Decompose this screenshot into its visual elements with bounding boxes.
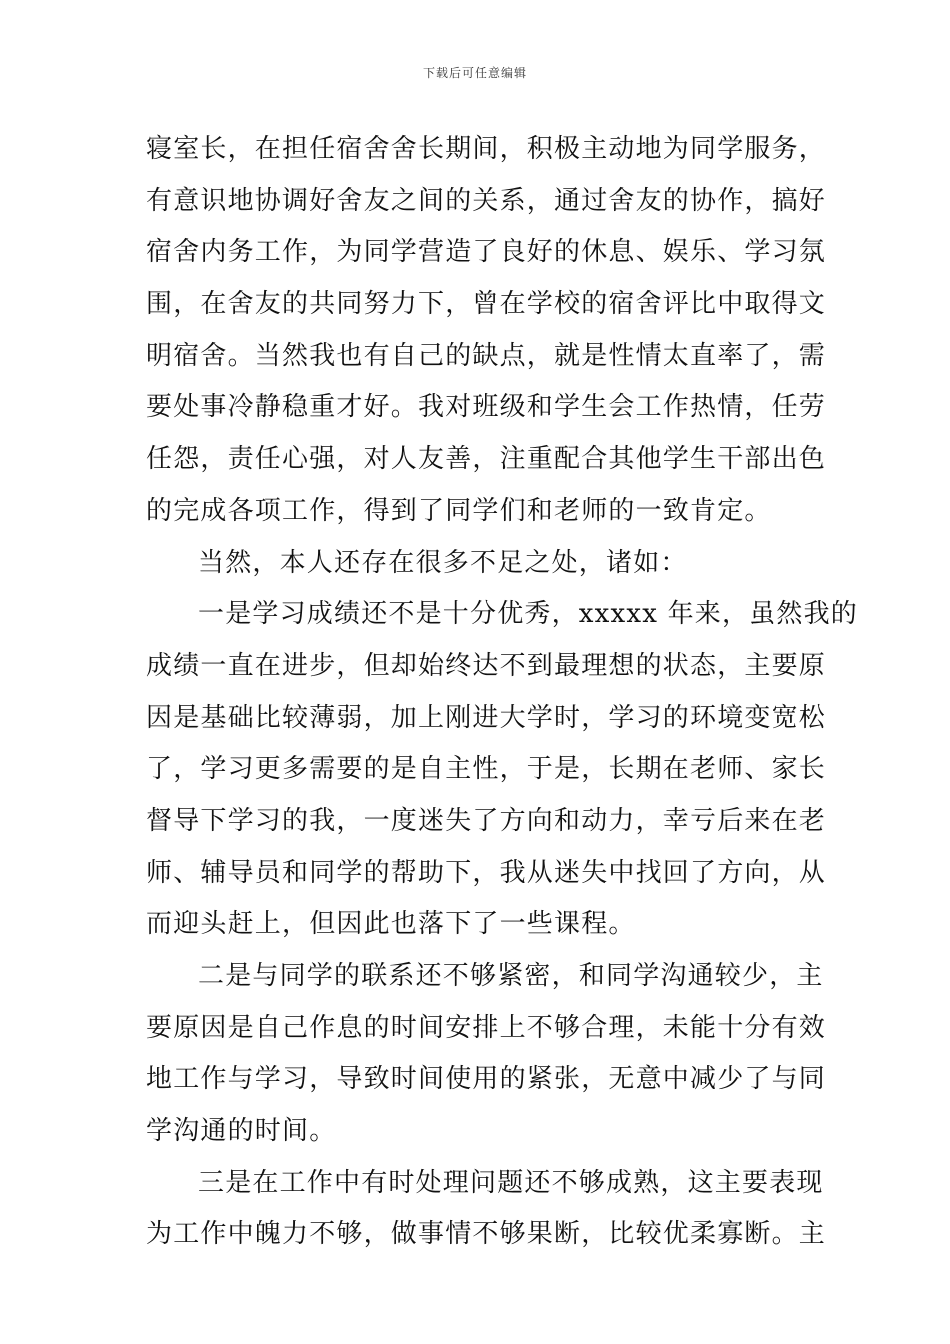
text-line: 成绩一直在进步，但却始终达不到最理想的状态，主要原: [146, 650, 827, 681]
text-line: 明宿舍。当然我也有自己的缺点，就是性情太直率了，需: [146, 340, 827, 371]
text-line: 督导下学习的我，一度迷失了方向和动力，幸亏后来在老: [146, 805, 827, 836]
text-line: 一是学习成绩还不是十分优秀，xxxxx 年来，虽然我的: [198, 599, 858, 630]
text-line: 要处事冷静稳重才好。我对班级和学生会工作热情，任劳: [146, 392, 827, 423]
text-line: 了，学习更多需要的是自主性，于是，长期在老师、家长: [146, 754, 827, 785]
text-line: 二是与同学的联系还不够紧密，和同学沟通较少，主: [198, 961, 824, 991]
paragraph: [146, 124, 827, 538]
text-line: 有意识地协调好舍友之间的关系，通过舍友的协作，搞好: [146, 185, 827, 216]
page-header: 下载后可任意编辑: [422, 66, 527, 80]
text-line: 师、辅导员和同学的帮助下，我从迷失中找回了方向，从: [146, 857, 827, 888]
text-line: 围，在舍友的共同努力下，曾在学校的宿舍评比中取得文: [146, 289, 827, 320]
paragraph: [146, 1158, 827, 1261]
text-line: 三是在工作中有时处理问题还不够成熟，这主要表现: [198, 1167, 824, 1198]
paragraph: [146, 951, 827, 1158]
text-line: 宿舍内务工作，为同学营造了良好的休息、娱乐、学习氛: [146, 237, 827, 268]
text-line: 因是基础比较薄弱，加上刚进大学时，学习的环境变宽松: [146, 702, 827, 733]
text-line: 的完成各项工作，得到了同学们和老师的一致肯定。: [146, 495, 772, 526]
text-line: 地工作与学习，导致时间使用的紧张，无意中减少了与同: [146, 1064, 827, 1095]
text-line: 要原因是自己作息的时间安排上不够合理，未能十分有效: [146, 1012, 827, 1043]
text-line: 为工作中魄力不够，做事情不够果断，比较优柔寡断。主: [146, 1219, 827, 1250]
text-line: 当然，本人还存在很多不足之处，诸如：: [198, 547, 688, 578]
document-body: [146, 124, 858, 1261]
text-line: 任怨，责任心强，对人友善，注重配合其他学生干部出色: [146, 444, 827, 475]
paragraph: [146, 589, 858, 951]
paragraph: [146, 538, 806, 590]
text-line: 而迎头赶上，但因此也落下了一些课程。: [146, 909, 636, 940]
text-line: 寝室长，在担任宿舍舍长期间，积极主动地为同学服务，: [146, 134, 827, 164]
text-line: 学沟通的时间。: [146, 1116, 337, 1147]
